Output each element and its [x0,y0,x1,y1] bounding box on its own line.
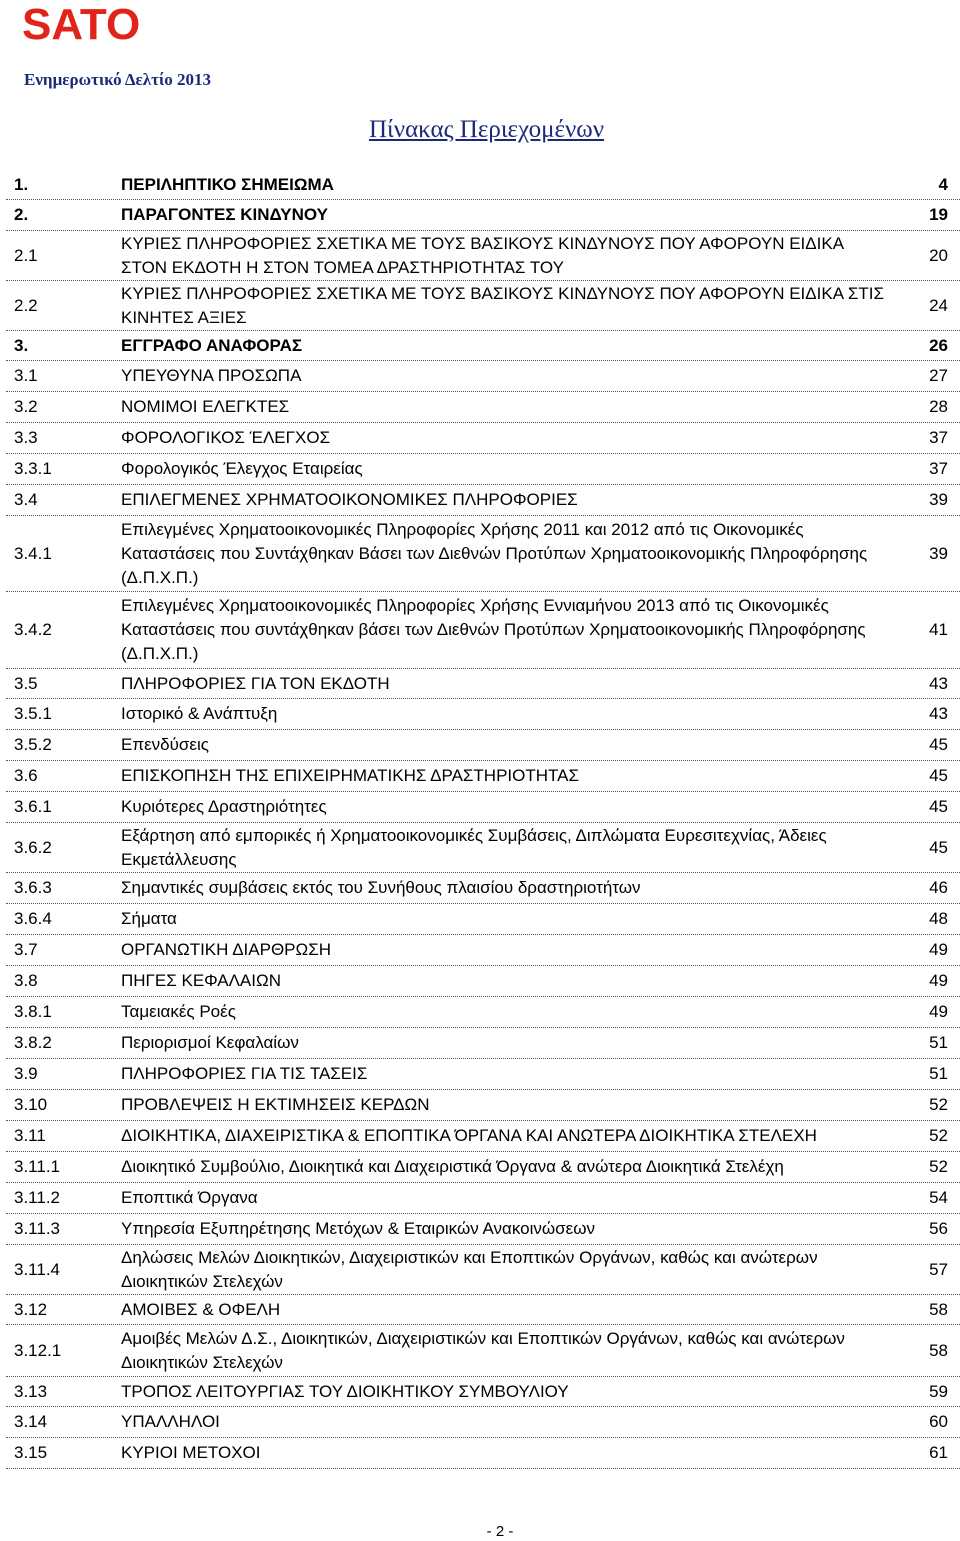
toc-entry-number: 3.6.1 [14,797,52,816]
toc-entry-number: 2.1 [14,245,38,265]
toc-entry[interactable] [6,1183,960,1214]
toc-entry-number: 3.11.4 [14,1259,61,1279]
sato-logo [22,2,148,44]
toc-entry[interactable] [6,231,960,281]
toc-entry-page: 52 [929,1157,948,1176]
toc-entry-label: Σημαντικές συμβάσεις εκτός του Συνήθους πλαισίου δραστηριοτήτων [121,878,641,897]
toc-entry[interactable] [6,823,960,873]
toc-entry-page: 59 [929,1381,948,1401]
toc-entry-page: 39 [929,543,948,563]
toc-entry-label: ΔΙΟΙΚΗΤΙΚΑ, ΔΙΑΧΕΙΡΙΣΤΙΚΑ & ΕΠΟΠΤΙΚΑ ΌΡΓΑΝΑ ΚΑΙ ΑΝΩΤΕΡΑ ΔΙΟΙΚΗΤΙΚΑ ΣΤΕΛΕΧΗ [121,1126,817,1145]
toc-entry-page: 43 [929,673,948,693]
toc-entry-number: 3.6.4 [14,909,52,928]
toc-entry[interactable] [6,792,960,823]
toc-entry[interactable] [6,1090,960,1121]
toc-entry[interactable] [6,392,960,423]
toc-entry[interactable] [6,935,960,966]
toc-entry[interactable] [6,669,960,699]
toc-entry-number: 3.4 [14,490,38,509]
toc-entry-number: 3.11.1 [14,1157,61,1176]
toc-entry[interactable] [6,904,960,935]
toc-entry-label: ΑΜΟΙΒΕΣ & ΟΦΕΛΗ [121,1299,281,1319]
toc-entry-number: 3.14 [14,1412,48,1431]
toc-entry-page: 49 [929,971,948,990]
toc-entry-label: Εξάρτηση από εμπορικές ή Χρηματοοικονομικές Συμβάσεις, Διπλώματα Ευρεσιτεχνίας, Άδειες Εκμετάλλευσης [121,825,827,869]
toc-entry-label: ΚΥΡΙΕΣ ΠΛΗΡΟΦΟΡΙΕΣ ΣΧΕΤΙΚΑ ΜΕ ΤΟΥΣ ΒΑΣΙΚΟΥΣ ΚΙΝΔΥΝΟΥΣ ΠΟΥ ΑΦΟΡΟΥΝ ΕΙΔΙΚΑ ΣΤΟΝ ΕΚΔΟΤΗ Η ΣΤΟΝ ΤΟΜΕΑ ΔΡΑΣΤΗΡΙΟΤΗΤΑΣ ΤΟΥ [121,233,844,277]
toc-entry-page: 45 [929,837,948,857]
toc-entry-number: 3.6.3 [14,878,52,897]
toc-entry-number: 3.15 [14,1443,48,1462]
toc-entry-page: 26 [929,335,948,355]
toc-entry[interactable] [6,331,960,361]
logo-text: SATO [22,2,141,44]
toc-entry[interactable] [6,1295,960,1325]
toc-entry-number: 3.6 [14,766,38,785]
toc-entry-page: 24 [929,295,948,315]
toc-entry[interactable] [6,1325,960,1377]
toc-entry-number: 3.4.1 [14,543,52,563]
toc-entry-label: Επενδύσεις [121,735,209,754]
toc-entry-number: 3.12.1 [14,1340,62,1360]
toc-entry-number: 3.4.2 [14,620,52,639]
toc-entry-number: 3.3 [14,428,38,447]
toc-entry-number: 3.3.1 [14,459,52,478]
toc-entry-page: 49 [929,940,948,959]
toc-entry[interactable] [6,361,960,392]
document-subtitle: Ενημερωτικό Δελτίο 2013 [24,70,212,89]
toc-entry-page: 27 [929,366,948,385]
toc-entry-page: 54 [929,1188,948,1207]
toc-entry[interactable] [6,170,960,200]
toc-entry-label: ΝΟΜΙΜΟΙ ΕΛΕΓΚΤΕΣ [121,397,290,416]
toc-entry[interactable] [6,200,960,231]
toc-entry[interactable] [6,485,960,516]
toc-entry-label: ΠΑΡΑΓΟΝΤΕΣ ΚΙΝΔΥΝΟΥ [121,205,328,224]
toc-entry-page: 56 [929,1219,948,1238]
toc-entry-number: 2.2 [14,295,38,315]
toc-title: Πίνακας Περιεχομένων [369,116,605,143]
toc-entry-number: 3.9 [14,1064,38,1083]
toc-entry-label: ΠΕΡΙΛΗΠΤΙΚΟ ΣΗΜΕΙΩΜΑ [121,174,334,194]
toc-entry-label: Δηλώσεις Μελών Διοικητικών, Διαχειριστικών και Εποπτικών Οργάνων, καθώς και ανώτερων Διοικητικών Στελεχών [121,1247,818,1291]
toc-entry-label: Ιστορικό & Ανάπτυξη [121,704,278,723]
toc-entry-number: 3.5.2 [14,735,52,754]
toc-entry[interactable] [6,1121,960,1152]
toc-entry-label: ΕΓΓΡΑΦΟ ΑΝΑΦΟΡΑΣ [121,335,303,355]
toc-entry-number: 3.11 [14,1126,46,1145]
toc-entry-number: 3.1 [14,366,38,385]
toc-entry-page: 41 [929,620,948,639]
toc-entry-label: ΚΥΡΙΕΣ ΠΛΗΡΟΦΟΡΙΕΣ ΣΧΕΤΙΚΑ ΜΕ ΤΟΥΣ ΒΑΣΙΚΟΥΣ ΚΙΝΔΥΝΟΥΣ ΠΟΥ ΑΦΟΡΟΥΝ ΕΙΔΙΚΑ ΣΤΙΣ ΚΙΝΗΤΕΣ ΑΞΙΕΣ [121,283,884,327]
toc-entry-number: 3.8 [14,971,38,990]
table-of-contents [6,170,960,1469]
toc-entry-label: Επιλεγμένες Χρηματοοικονομικές Πληροφορίες Χρήσης Εννιαμήνου 2013 από τις Οικονομικές Καταστάσεις που συντάχθηκαν βάσει των Διεθνών Προτύπων Χρηματοοικονομικής Πληροφόρησης (Δ.Π.Χ.Π.) [121,596,866,663]
toc-entry-page: 52 [929,1126,948,1145]
toc-entry[interactable] [6,761,960,792]
toc-entry-page: 19 [929,205,948,224]
page-number: - 2 - [486,1523,514,1540]
toc-entry-number: 3.11.3 [14,1219,61,1238]
toc-entry-page: 51 [929,1033,948,1052]
toc-entry-label: ΚΥΡΙΟΙ ΜΕΤΟΧΟΙ [121,1443,261,1462]
toc-entry-label: ΟΡΓΑΝΩΤΙΚΗ ΔΙΑΡΘΡΩΣΗ [121,940,332,959]
toc-entry-label: ΠΛΗΡΟΦΟΡΙΕΣ ΓΙΑ ΤΙΣ ΤΑΣΕΙΣ [121,1064,368,1083]
toc-entry-number: 3.13 [14,1381,48,1401]
toc-entry[interactable] [6,1059,960,1090]
toc-entry-label: Εποπτικά Όργανα [121,1188,258,1207]
toc-entry-page: 52 [929,1095,948,1114]
toc-entry[interactable] [6,873,960,904]
toc-entry-number: 3.5.1 [14,704,52,723]
toc-entry-page: 37 [929,459,948,478]
toc-entry-number: 3.11.2 [14,1188,61,1207]
toc-entry-label: ΠΛΗΡΟΦΟΡΙΕΣ ΓΙΑ ΤΟΝ ΕΚΔΟΤΗ [121,673,390,693]
toc-entry[interactable] [6,1245,960,1295]
toc-entry-label: Περιορισμοί Κεφαλαίων [121,1033,299,1052]
toc-entry[interactable] [6,730,960,761]
toc-entry-number: 3.6.2 [14,837,52,857]
toc-entry-page: 51 [929,1064,948,1083]
toc-entry-label: Ταμειακές Ροές [121,1002,236,1021]
toc-entry-page: 45 [929,735,948,754]
toc-entry-label: ΠΗΓΕΣ ΚΕΦΑΛΑΙΩΝ [121,971,281,990]
toc-entry-number: 3.8.2 [14,1033,52,1052]
toc-entry-label: ΥΠΕΥΘΥΝΑ ΠΡΟΣΩΠΑ [121,366,302,385]
toc-entry[interactable] [6,592,960,669]
toc-entry-number: 3.2 [14,397,38,416]
toc-entry[interactable] [6,1377,960,1407]
toc-entry-label: ΕΠΙΣΚΟΠΗΣΗ ΤΗΣ ΕΠΙΧΕΙΡΗΜΑΤΙΚΗΣ ΔΡΑΣΤΗΡΙΟΤΗΤΑΣ [121,766,580,785]
toc-entry-label: ΕΠΙΛΕΓΜΕΝΕΣ ΧΡΗΜΑΤΟΟΙΚΟΝΟΜΙΚΕΣ ΠΛΗΡΟΦΟΡΙΕΣ [121,490,578,509]
toc-entry-number: 2. [14,205,29,224]
toc-entry[interactable] [6,1152,960,1183]
toc-entry[interactable] [6,1407,960,1438]
toc-entry-label: Κυριότερες Δραστηριότητες [121,797,327,816]
toc-entry-number: 3.7 [14,940,38,959]
toc-entry-number: 3. [14,335,29,355]
toc-entry-number: 3.5 [14,673,38,693]
toc-entry-page: 61 [929,1443,948,1462]
toc-entry[interactable] [6,1028,960,1059]
toc-entry-label: Σήματα [121,909,177,928]
toc-entry[interactable] [6,423,960,454]
toc-entry[interactable] [6,281,960,331]
toc-entry-label: Επιλεγμένες Χρηματοοικονομικές Πληροφορίες Χρήσης 2011 και 2012 από τις Οικονομικές Καταστάσεις που Συντάχθηκαν Βάσει των Διεθνών Προτύπων Χρηματοοικονομικής Πληροφόρησης (Δ.Π.Χ.Π.) [121,519,868,587]
toc-entry-page: 45 [929,797,948,816]
toc-entry-page: 4 [938,174,948,194]
toc-entry-page: 49 [929,1002,948,1021]
toc-entry-page: 57 [929,1259,948,1279]
toc-entry[interactable] [6,966,960,997]
toc-entry[interactable] [6,1438,960,1469]
toc-entry[interactable] [6,699,960,730]
toc-entry[interactable] [6,454,960,485]
toc-entry-label: ΦΟΡΟΛΟΓΙΚΟΣ ΈΛΕΓΧΟΣ [121,428,331,447]
toc-entry-page: 48 [929,909,948,928]
toc-entry-label: ΤΡΟΠΟΣ ΛΕΙΤΟΥΡΓΙΑΣ ΤΟΥ ΔΙΟΙΚΗΤΙΚΟΥ ΣΥΜΒΟΥΛΙΟΥ [121,1381,569,1401]
toc-entry-page: 58 [929,1299,948,1319]
toc-entry-label: ΥΠΑΛΛΗΛΟΙ [121,1412,220,1431]
toc-entry-label: ΠΡΟΒΛΕΨΕΙΣ Η ΕΚΤΙΜΗΣΕΙΣ ΚΕΡΔΩΝ [121,1095,430,1114]
toc-entry-page: 58 [929,1340,948,1360]
toc-entry-label: Διοικητικό Συμβούλιο, Διοικητικά και Διαχειριστικά Όργανα & ανώτερα Διοικητικά Στελέχη [121,1157,784,1176]
toc-entry-number: 1. [14,174,29,194]
toc-entry[interactable] [6,997,960,1028]
toc-entry-page: 45 [929,766,948,785]
toc-entry-number: 3.8.1 [14,1002,52,1021]
toc-entry-label: Φορολογικός Έλεγχος Εταιρείας [121,459,363,478]
toc-entry-number: 3.10 [14,1095,48,1114]
toc-entry-page: 28 [929,397,948,416]
toc-entry-label: Υπηρεσία Εξυπηρέτησης Μετόχων & Εταιρικών Ανακοινώσεων [121,1219,595,1238]
toc-entry-page: 60 [929,1412,948,1431]
toc-entry-number: 3.12 [14,1299,48,1319]
toc-entry-page: 20 [929,245,948,265]
toc-entry[interactable] [6,516,960,592]
toc-entry[interactable] [6,1214,960,1245]
toc-entry-label: Αμοιβές Μελών Δ.Σ., Διοικητικών, Διαχειριστικών και Εποπτικών Οργάνων, καθώς και ανώτερων Διοικητικών Στελεχών [121,1328,845,1372]
toc-entry-page: 43 [929,704,948,723]
toc-entry-page: 39 [929,490,948,509]
toc-entry-page: 37 [929,428,948,447]
toc-entry-page: 46 [929,878,948,897]
